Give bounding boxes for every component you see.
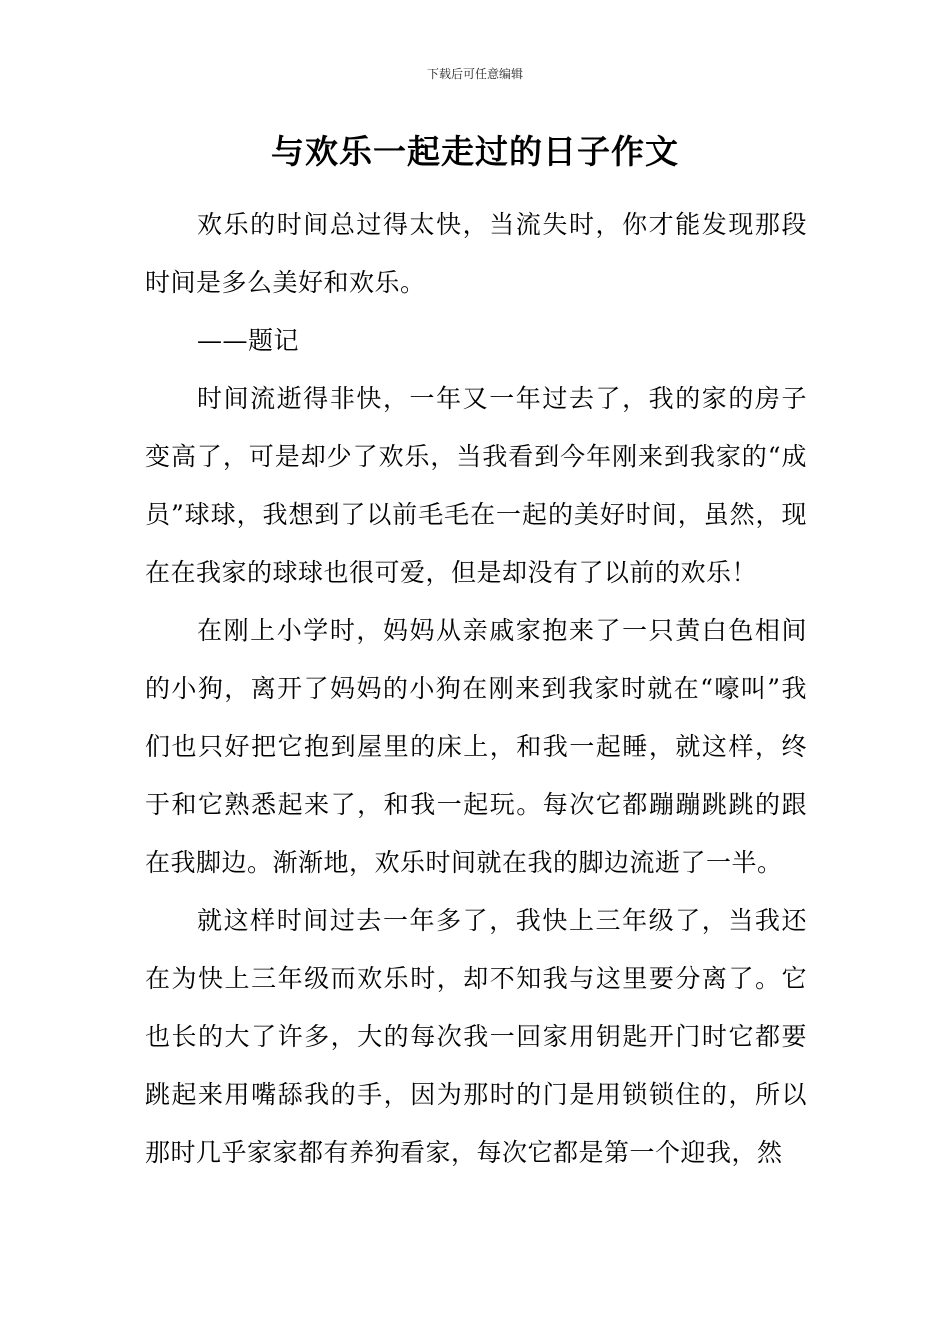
header-note: 下载后可任意编辑 bbox=[426, 67, 523, 81]
document-title: 与欢乐一起走过的日子作文 bbox=[271, 132, 679, 171]
document-body bbox=[145, 196, 807, 1182]
paragraph-third-grade: 就这样时间过去一年多了，我快上三年级了，当我还在为快上三年级而欢乐时，却不知我与这里要分离了。它也长的大了许多，大的每次我一回家用钥匙开门时它都要跳起来用嘴舔我的手，因为那时的门是用锁锁住的，所以那时几乎家家都有养狗看家，每次它都是第一个迎我，然 bbox=[145, 906, 807, 1167]
paragraph-puppy-arrival: 在刚上小学时，妈妈从亲戚家抱来了一只黄白色相间的小狗，离开了妈妈的小狗在刚来到我家时就在“嚎叫”我们也只好把它抱到屋里的床上，和我一起睡，就这样，终于和它熟悉起来了，和我一起玩。每次它都蹦蹦跳跳的跟在我脚边。渐渐地，欢乐时间就在我的脚边流逝了一半。 bbox=[145, 616, 807, 877]
paragraph-time-passing: 时间流逝得非快，一年又一年过去了，我的家的房子变高了，可是却少了欢乐，当我看到今年刚来到我家的“成员”球球，我想到了以前毛毛在一起的美好时间，虽然，现在在我家的球球也很可爱，但是却没有了以前的欢乐！ bbox=[145, 384, 807, 587]
paragraph-intro: 欢乐的时间总过得太快，当流失时，你才能发现那段时间是多么美好和欢乐。 bbox=[145, 210, 807, 297]
paragraph-epigraph-note: ——题记 bbox=[197, 326, 300, 355]
